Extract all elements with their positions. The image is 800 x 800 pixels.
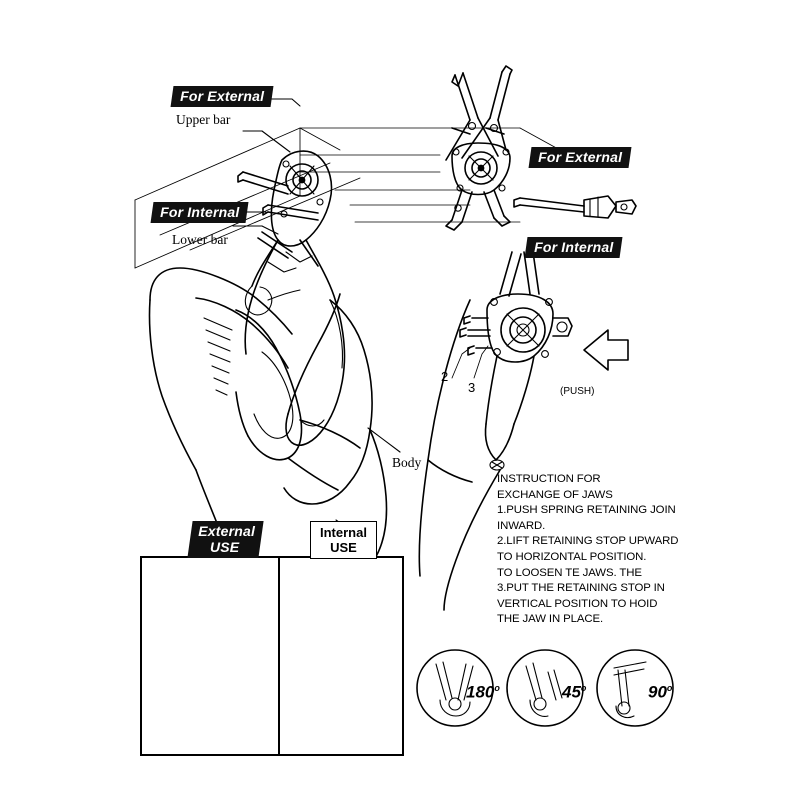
instruction-title-line-2: EXCHANGE OF JAWS: [497, 488, 613, 501]
instruction-title-line-1: INSTRUCTION FOR: [497, 473, 601, 485]
external-use-panel: [140, 556, 282, 756]
push-arrow-icon: [584, 330, 628, 370]
label-for-external-top: [171, 86, 274, 107]
label-external-use: [187, 521, 263, 558]
instruction-block: [497, 472, 687, 628]
label-body: Body: [392, 455, 422, 470]
internal-use-panel: [278, 556, 404, 756]
label-internal-use-line2: USE: [330, 540, 357, 555]
angle-badge-90-value: 90: [648, 682, 667, 702]
angle-badge-180: [466, 681, 500, 700]
instruction-line-2: INWARD.: [497, 519, 546, 532]
instruction-line-4: TO HORIZONTAL POSITION.: [497, 550, 647, 563]
angle-badge-45: [562, 681, 586, 700]
label-for-external-right: [529, 147, 632, 168]
callout-number-2: 2: [441, 369, 449, 384]
label-for-internal-left: [151, 202, 249, 223]
instruction-line-1: 1.PUSH SPRING RETAINING JOIN: [497, 504, 676, 517]
label-external-use-line2: USE: [209, 539, 240, 555]
label-for-external-right-text: For External: [538, 149, 623, 165]
angle-badge-90: [648, 681, 672, 700]
callout-number-3: 3: [468, 380, 476, 395]
angle-badge-90-unit: o: [666, 683, 673, 693]
angle-badge-45-value: 45: [562, 682, 581, 702]
label-for-internal-right: [525, 237, 623, 258]
replacement-jaw-tip: [514, 196, 636, 218]
instruction-line-7: VERTICAL POSITION TO HOID: [497, 597, 658, 610]
label-internal-use: [310, 521, 377, 559]
label-for-external-top-text: For External: [180, 88, 265, 104]
label-external-use-line1: External: [198, 523, 256, 539]
label-internal-use-line1: Internal: [320, 525, 367, 540]
instruction-line-5: TO LOOSEN TE JAWS. THE: [497, 566, 642, 579]
label-for-internal-right-text: For Internal: [534, 239, 614, 255]
label-upper-bar: Upper bar: [176, 112, 231, 127]
angle-badges-group: [417, 650, 673, 726]
leader-lines: [233, 99, 400, 452]
instruction-line-6: 3.PUT THE RETAINING STOP IN: [497, 582, 665, 595]
angle-badge-45-unit: o: [580, 683, 587, 693]
angle-badge-180-value: 180: [466, 682, 495, 702]
instruction-line-3: 2.LIFT RETAINING STOP UPWARD: [497, 535, 679, 548]
instruction-line-8: THE JAW IN PLACE.: [497, 613, 604, 626]
label-lower-bar: Lower bar: [172, 232, 228, 247]
angle-badge-180-unit: o: [494, 683, 500, 693]
label-push: (PUSH): [560, 386, 595, 397]
label-for-internal-left-text: For Internal: [160, 204, 240, 220]
pliers-top-right: [446, 66, 512, 230]
